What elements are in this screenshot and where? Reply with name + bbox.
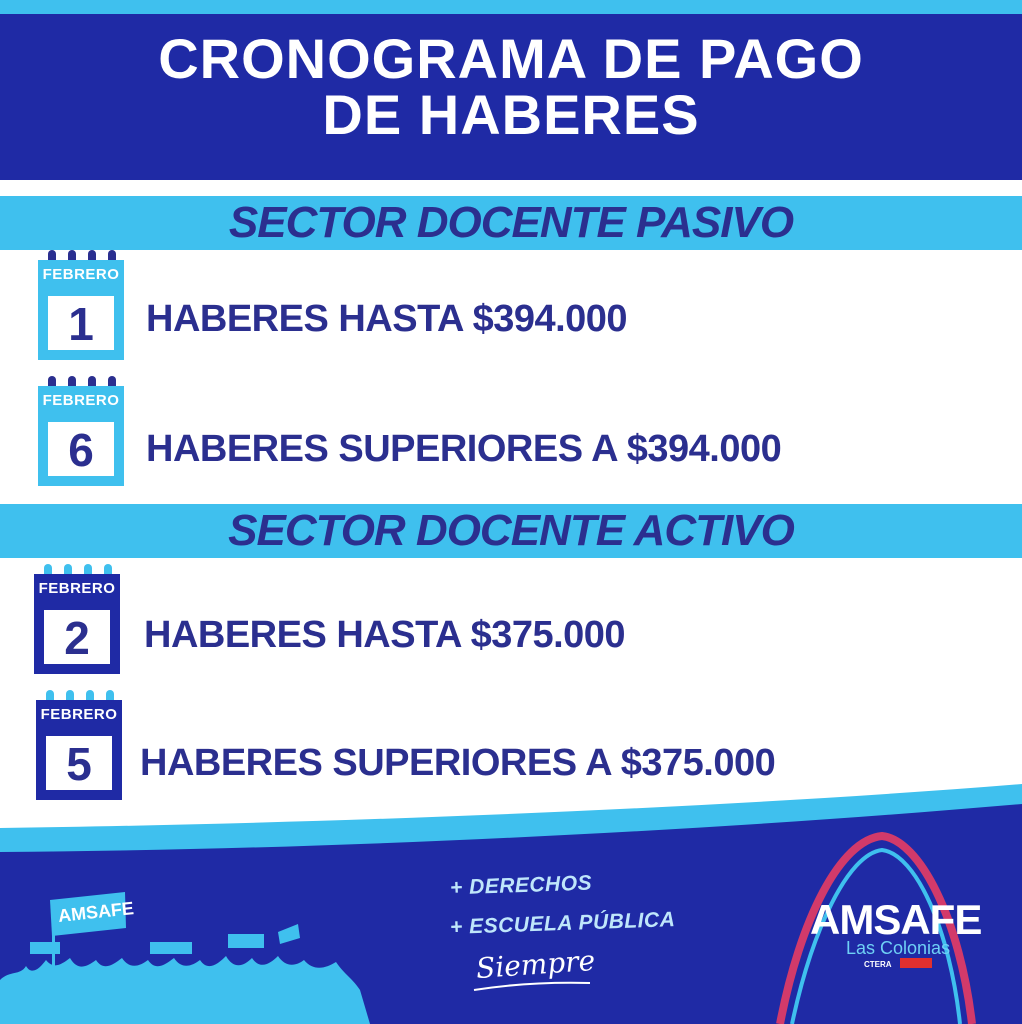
- section-title-activo: SECTOR DOCENTE ACTIVO: [228, 506, 794, 555]
- calendar-month: FEBRERO: [36, 700, 122, 730]
- flag-text: AMSAFE: [57, 898, 135, 926]
- slogan-siempre: Siempre: [474, 943, 597, 986]
- logo-ctera: CTERA: [864, 960, 892, 969]
- slogan-derechos: + DERECHOS: [449, 871, 593, 900]
- payment-row-text: HABERES HASTA $394.000: [146, 298, 628, 340]
- calendar-icon: [38, 376, 124, 488]
- section-title-pasivo: SECTOR DOCENTE PASIVO: [228, 198, 794, 247]
- top-accent-strip: [0, 0, 1022, 14]
- calendar-day: 5: [46, 736, 112, 790]
- calendar-icon: [34, 564, 120, 676]
- page-title-line-1: CRONOGRAMA DE PAGO: [158, 27, 864, 90]
- payment-row-text: HABERES SUPERIORES A $394.000: [146, 428, 782, 470]
- calendar-icon: [38, 250, 124, 362]
- logo-red-mark: [900, 958, 932, 968]
- calendar-month: FEBRERO: [38, 260, 124, 290]
- logo-name: AMSAFE: [810, 896, 982, 943]
- logo-subtitle: Las Colonias: [846, 938, 951, 958]
- underline-swash: [472, 980, 592, 994]
- payment-row-text: HABERES HASTA $375.000: [144, 614, 626, 656]
- slogan-escuela-publica: + ESCUELA PÚBLICA: [449, 908, 676, 939]
- calendar-day: 1: [48, 296, 114, 350]
- calendar-month: FEBRERO: [38, 386, 124, 416]
- page-title-line-2: DE HABERES: [322, 83, 700, 146]
- calendar-day: 2: [44, 610, 110, 664]
- payment-row-text: HABERES SUPERIORES A $375.000: [140, 742, 776, 784]
- calendar-month: FEBRERO: [34, 574, 120, 604]
- crowd-illustration: [0, 880, 380, 1024]
- calendar-day: 6: [48, 422, 114, 476]
